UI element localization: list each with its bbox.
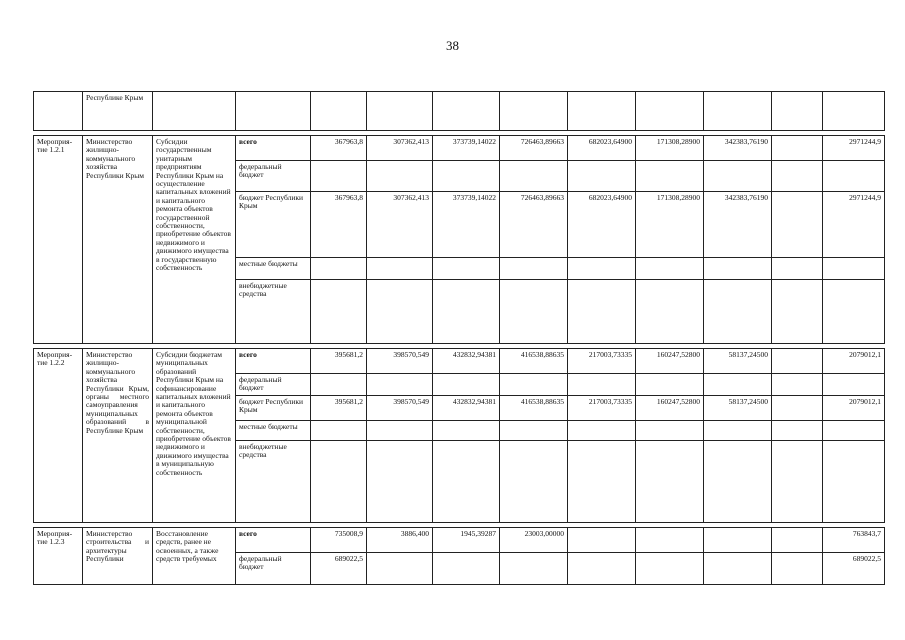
value-cell: 2971244,9 xyxy=(823,192,885,258)
value-cell xyxy=(704,92,772,131)
value-cell xyxy=(636,553,704,585)
value-cell xyxy=(772,258,823,280)
value-cell xyxy=(433,280,500,344)
value-cell xyxy=(500,258,568,280)
funding-source-cell: местные бюджеты xyxy=(236,421,311,441)
value-cell: 416538,88635 xyxy=(500,349,568,374)
value-cell xyxy=(433,421,500,441)
value-cell xyxy=(704,421,772,441)
value-cell xyxy=(823,421,885,441)
value-cell: 2079012,1 xyxy=(823,396,885,421)
value-cell: 367963,8 xyxy=(311,136,367,161)
funding-source-cell: федеральный бюджет xyxy=(236,374,311,396)
value-cell xyxy=(367,280,433,344)
description-cell: Восстановление средств, ранее не освоенных, а также средств требуемых xyxy=(153,528,236,585)
value-cell: 342383,76190 xyxy=(704,192,772,258)
value-cell: 689022,5 xyxy=(823,553,885,585)
value-cell xyxy=(823,92,885,131)
value-cell: 160247,52800 xyxy=(636,396,704,421)
source-cell xyxy=(236,92,311,131)
executor-cell: Министерство жилищно-коммунального хозяйства Республики Крым xyxy=(83,136,153,344)
value-cell: 398570,549 xyxy=(367,396,433,421)
value-cell xyxy=(772,396,823,421)
table-row-continuation xyxy=(34,92,885,131)
value-cell xyxy=(772,192,823,258)
value-cell xyxy=(568,161,636,192)
value-cell xyxy=(367,92,433,131)
value-cell xyxy=(772,528,823,553)
value-cell xyxy=(568,280,636,344)
value-cell xyxy=(704,374,772,396)
value-cell xyxy=(433,161,500,192)
value-cell xyxy=(636,374,704,396)
value-cell xyxy=(636,421,704,441)
value-cell: 342383,76190 xyxy=(704,136,772,161)
value-cell xyxy=(823,374,885,396)
value-cell xyxy=(433,258,500,280)
value-cell xyxy=(636,161,704,192)
value-cell xyxy=(772,553,823,585)
value-cell xyxy=(367,421,433,441)
value-cell: 373739,14022 xyxy=(433,192,500,258)
value-cell xyxy=(367,553,433,585)
value-cell: 367963,8 xyxy=(311,192,367,258)
value-cell: 432832,94381 xyxy=(433,349,500,374)
value-cell xyxy=(772,374,823,396)
value-cell xyxy=(772,280,823,344)
value-cell: 726463,89663 xyxy=(500,192,568,258)
table-row xyxy=(34,136,885,161)
value-cell xyxy=(568,374,636,396)
table-body xyxy=(34,92,885,585)
funding-source-cell: внебюджетные средства xyxy=(236,280,311,344)
value-cell xyxy=(823,161,885,192)
value-cell xyxy=(311,374,367,396)
funding-source-cell: бюджет Республики Крым xyxy=(236,396,311,421)
value-cell xyxy=(772,136,823,161)
value-cell xyxy=(772,421,823,441)
value-cell xyxy=(704,161,772,192)
value-cell: 307362,413 xyxy=(367,192,433,258)
description-cell xyxy=(153,92,236,131)
description-cell: Субсидии бюджетам муниципальных образований Республики Крым на софинансирование капитальных вложений и капитального ремонта объектов муниципальной собственности, приобретение объектов недвижимого и движимого имущества в муниципальную собственность xyxy=(153,349,236,523)
value-cell xyxy=(500,421,568,441)
value-cell xyxy=(772,161,823,192)
event-cell xyxy=(34,92,83,131)
value-cell xyxy=(568,258,636,280)
value-cell: 395681,2 xyxy=(311,396,367,421)
value-cell xyxy=(311,161,367,192)
value-cell xyxy=(568,553,636,585)
table-row xyxy=(34,349,885,374)
value-cell xyxy=(367,441,433,523)
event-cell: Мероприя-тие 1.2.2 xyxy=(34,349,83,523)
value-cell xyxy=(311,258,367,280)
value-cell: 23003,00000 xyxy=(500,528,568,553)
value-cell xyxy=(823,441,885,523)
value-cell xyxy=(367,258,433,280)
value-cell xyxy=(500,92,568,131)
value-cell: 726463,89663 xyxy=(500,136,568,161)
page-number: 38 xyxy=(446,38,459,53)
value-cell: 689022,5 xyxy=(311,553,367,585)
event-cell: Мероприя-тие 1.2.1 xyxy=(34,136,83,344)
value-cell xyxy=(772,349,823,374)
value-cell xyxy=(311,280,367,344)
value-cell xyxy=(636,280,704,344)
value-cell xyxy=(311,421,367,441)
value-cell xyxy=(636,258,704,280)
value-cell: 398570,549 xyxy=(367,349,433,374)
value-cell: 217003,73335 xyxy=(568,349,636,374)
value-cell: 763843,7 xyxy=(823,528,885,553)
funding-source-cell: внебюджетные средства xyxy=(236,441,311,523)
event-cell: Мероприя-тие 1.2.3 xyxy=(34,528,83,585)
funding-source-cell: бюджет Республики Крым xyxy=(236,192,311,258)
value-cell xyxy=(823,258,885,280)
value-cell xyxy=(367,374,433,396)
value-cell xyxy=(367,161,433,192)
value-cell: 58137,24500 xyxy=(704,396,772,421)
funding-source-cell: федеральный бюджет xyxy=(236,553,311,585)
value-cell: 58137,24500 xyxy=(704,349,772,374)
value-cell xyxy=(311,441,367,523)
value-cell xyxy=(500,441,568,523)
value-cell: 171308,28900 xyxy=(636,136,704,161)
value-cell xyxy=(568,528,636,553)
value-cell xyxy=(433,374,500,396)
value-cell: 735008,9 xyxy=(311,528,367,553)
value-cell: 682023,64900 xyxy=(568,192,636,258)
value-cell xyxy=(636,528,704,553)
value-cell: 2971244,9 xyxy=(823,136,885,161)
executor-cell: Министерство строительства и архитектуры Республики xyxy=(83,528,153,585)
value-cell xyxy=(704,280,772,344)
value-cell xyxy=(500,280,568,344)
description-cell: Субсидии государственным унитарным предприятиям Республики Крым на осуществление капитальных вложений и капитального ремонта объектов государственной собственности, приобретение объектов недвижимого и движимого имущества в государственную собственность xyxy=(153,136,236,344)
value-cell xyxy=(568,92,636,131)
executor-cell: Республике Крым xyxy=(83,92,153,131)
value-cell xyxy=(772,441,823,523)
value-cell xyxy=(636,441,704,523)
value-cell: 217003,73335 xyxy=(568,396,636,421)
value-cell xyxy=(772,92,823,131)
value-cell: 682023,64900 xyxy=(568,136,636,161)
value-cell xyxy=(500,161,568,192)
value-cell: 432832,94381 xyxy=(433,396,500,421)
value-cell: 2079012,1 xyxy=(823,349,885,374)
table-row xyxy=(34,528,885,553)
value-cell: 416538,88635 xyxy=(500,396,568,421)
value-cell xyxy=(823,280,885,344)
funding-source-cell: всего xyxy=(236,528,311,553)
value-cell xyxy=(568,441,636,523)
value-cell: 160247,52800 xyxy=(636,349,704,374)
value-cell xyxy=(500,553,568,585)
value-cell: 1945,39287 xyxy=(433,528,500,553)
value-cell xyxy=(433,92,500,131)
value-cell xyxy=(704,528,772,553)
funding-source-cell: местные бюджеты xyxy=(236,258,311,280)
value-cell: 307362,413 xyxy=(367,136,433,161)
value-cell xyxy=(704,258,772,280)
value-cell xyxy=(568,421,636,441)
value-cell xyxy=(311,92,367,131)
value-cell xyxy=(433,553,500,585)
value-cell xyxy=(704,441,772,523)
budget-table xyxy=(33,91,885,585)
value-cell xyxy=(636,92,704,131)
value-cell: 3886,400 xyxy=(367,528,433,553)
executor-cell: Министерство жилищно-коммунального хозяйства Республики Крым, органы местного самоуправления муниципальных образований в Республике Крым xyxy=(83,349,153,523)
funding-source-cell: всего xyxy=(236,136,311,161)
value-cell xyxy=(500,374,568,396)
funding-source-cell: федеральный бюджет xyxy=(236,161,311,192)
value-cell xyxy=(704,553,772,585)
value-cell xyxy=(433,441,500,523)
value-cell: 395681,2 xyxy=(311,349,367,374)
funding-source-cell: всего xyxy=(236,349,311,374)
value-cell: 171308,28900 xyxy=(636,192,704,258)
value-cell: 373739,14022 xyxy=(433,136,500,161)
